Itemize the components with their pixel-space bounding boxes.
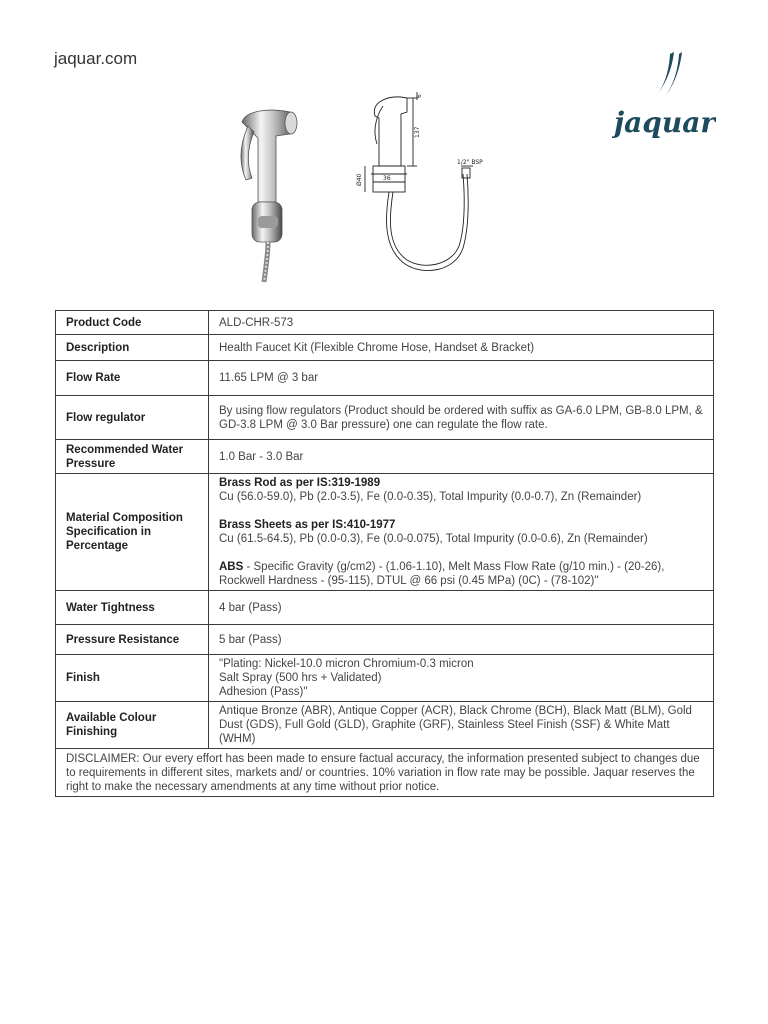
technical-drawing <box>345 88 485 284</box>
dim-top: 6 <box>416 94 423 98</box>
row-flow-rate <box>56 361 714 396</box>
value-water-tightness: 4 bar (Pass) <box>209 591 714 625</box>
jaquar-logo <box>612 50 716 146</box>
jaquar-logo-mark <box>612 50 716 146</box>
brass-sheets-text: Cu (61.5-64.5), Pb (0.0-0.3), Fe (0.0-0.075), Total Impurity (0.0-0.6), Zn (Remainder) <box>219 533 648 545</box>
brass-rod-title: Brass Rod as per IS:319-1989 <box>219 477 381 489</box>
label-description: Description <box>56 335 209 361</box>
finish-line-3: Adhesion (Pass)" <box>219 686 308 698</box>
value-description: Health Faucet Kit (Flexible Chrome Hose, Handset & Bracket) <box>209 335 714 361</box>
site-url[interactable]: jaquar.com <box>54 49 138 68</box>
label-product-code: Product Code <box>56 311 209 335</box>
label-material: Material Composition Specification in Percentage <box>56 474 209 591</box>
svg-text:jaquar: jaquar <box>614 106 716 139</box>
value-colour: Antique Bronze (ABR), Antique Copper (ACR), Black Chrome (BCH), Black Matt (BLM), Gold Dust (GDS), Full Gold (GLD), Graphite (GRF), Stainless Steel Finish (SSF) & White Matt (WHM) <box>209 702 714 749</box>
brass-rod-text: Cu (56.0-59.0), Pb (2.0-3.5), Fe (0.0-0.35), Total Impurity (0.0-0.7), Zn (Remainder) <box>219 491 642 503</box>
value-finish <box>209 655 714 702</box>
row-finish <box>56 655 714 702</box>
spec-table <box>55 310 714 797</box>
label-flow-regulator: Flow regulator <box>56 396 209 440</box>
row-water-pressure <box>56 440 714 474</box>
label-flow-rate: Flow Rate <box>56 361 209 396</box>
row-product-code <box>56 311 714 335</box>
disclaimer: DISCLAIMER: Our every effort has been made to ensure factual accuracy, the information presented subject to changes due to requirements in different sites, markets and/ or countries. 10% variation in flow rate may be possible. Jaquar reserves the right to make the necessary amendments at any time without prior notice. <box>56 749 714 797</box>
row-pressure-resistance <box>56 625 714 655</box>
row-water-tightness <box>56 591 714 625</box>
label-colour: Available Colour Finishing <box>56 702 209 749</box>
value-material <box>209 474 714 591</box>
abs-title: ABS <box>219 561 244 573</box>
value-product-code: ALD-CHR-573 <box>209 311 714 335</box>
dim-height: 137 <box>414 126 421 138</box>
row-colour <box>56 702 714 749</box>
dim-width: 36 <box>383 175 391 182</box>
label-water-pressure: Recommended Water Pressure <box>56 440 209 474</box>
brass-sheets-title: Brass Sheets as per IS:410-1977 <box>219 519 396 531</box>
label-pressure-resistance: Pressure Resistance <box>56 625 209 655</box>
row-flow-regulator <box>56 396 714 440</box>
finish-line-1: "Plating: Nickel-10.0 micron Chromium-0.3 micron <box>219 658 474 670</box>
value-water-pressure: 1.0 Bar - 3.0 Bar <box>209 440 714 474</box>
label-finish: Finish <box>56 655 209 702</box>
row-description <box>56 335 714 361</box>
value-pressure-resistance: 5 bar (Pass) <box>209 625 714 655</box>
value-flow-regulator: By using flow regulators (Product should be ordered with suffix as GA-6.0 LPM, GB-8.0 LPM, & GD-3.8 LPM @ 3.0 Bar pressure) one can regulate the flow rate. <box>209 396 714 440</box>
abs-text: - Specific Gravity (g/cm2) - (1.06-1.10), Melt Mass Flow Rate (g/10 min.) - (20-26), Rockwell Hardness - (95-115), DTUL @ 66 psi (0.45 MPa) (0C) - (78-102)" <box>219 561 665 587</box>
label-water-tightness: Water Tightness <box>56 591 209 625</box>
dim-dia: Ø40 <box>356 173 363 186</box>
finish-line-2: Salt Spray (500 hrs + Validated) <box>219 672 382 684</box>
abs-block <box>219 560 703 588</box>
row-disclaimer <box>56 749 714 797</box>
health-faucet-photo <box>228 104 308 284</box>
dim-bsp: 1/2" BSP <box>457 159 483 166</box>
value-flow-rate: 11.65 LPM @ 3 bar <box>209 361 714 396</box>
row-material <box>56 474 714 591</box>
